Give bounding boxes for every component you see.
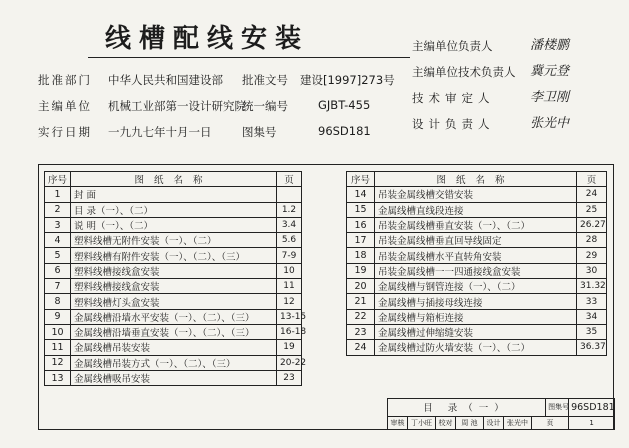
toc-row: [45, 217, 302, 232]
toc-row-page: 20-22: [277, 355, 302, 370]
toc-row: [347, 263, 607, 278]
toc-row-page: 1.2: [277, 202, 302, 217]
toc-row-title: 金属线槽吊装安装: [71, 340, 277, 355]
toc-row-title: 塑料线槽接线盒安装: [71, 263, 277, 278]
toc-row: [347, 279, 607, 294]
check-label: 校对: [436, 416, 456, 429]
toc-row-page: 7-9: [277, 248, 302, 263]
toc-row-page: 30: [577, 263, 607, 278]
toc-row-page: 10: [277, 263, 302, 278]
toc-row-number: 14: [347, 187, 375, 202]
impl-date-label: 实行日期: [38, 125, 92, 139]
atlas-no: 96SD181: [318, 124, 371, 138]
approve-dept: 中华人民共和国建设部: [108, 73, 223, 87]
toc-row-page: 11: [277, 279, 302, 294]
col-no-header: 序号: [45, 172, 71, 187]
toc-row-title: 塑料线槽灯头盒安装: [71, 294, 277, 309]
impl-date: 一九九七年十月一日: [108, 125, 212, 139]
toc-row: [347, 248, 607, 263]
toc-row: [45, 324, 302, 339]
toc-row-page: 26.27: [577, 217, 607, 232]
toc-row: [347, 294, 607, 309]
role-label: 主编单位负责人: [412, 39, 493, 53]
toc-row-page: 28: [577, 233, 607, 248]
toc-row-page: 5.6: [277, 233, 302, 248]
toc-row-number: 13: [45, 370, 71, 385]
toc-header-row: [45, 172, 302, 187]
toc-row-number: 12: [45, 355, 71, 370]
title-underline: [88, 57, 410, 58]
title-block: [387, 398, 615, 430]
toc-row-number: 8: [45, 294, 71, 309]
toc-row-title: 金属线槽沿墙水平安装（一）、（二）、（三）: [71, 309, 277, 324]
toc-row-page: 25: [577, 202, 607, 217]
toc-row: [45, 279, 302, 294]
approve-doc: 建设[1997]273号: [300, 73, 395, 87]
toc-row-title: 说 明（一）、（二）: [71, 217, 277, 232]
toc-header-row: [347, 172, 607, 187]
toc-row-number: 16: [347, 217, 375, 232]
toc-row-number: 11: [45, 340, 71, 355]
toc-row: [45, 355, 302, 370]
toc-row-page: [277, 187, 302, 202]
reviewer-signature: 丁小旺: [408, 416, 436, 429]
toc-row: [347, 340, 607, 355]
approve-doc-label: 批准文号: [242, 73, 288, 87]
toc-row-number: 2: [45, 202, 71, 217]
toc-row-page: 23: [277, 370, 302, 385]
role-label: 主编单位技术负责人: [412, 65, 516, 79]
toc-row-title: 塑料线槽有附件安装（一）、（二）、（三）: [71, 248, 277, 263]
toc-row-title: 金属线槽直线段连接: [375, 202, 577, 217]
page-title: 线槽配线安装: [105, 24, 310, 54]
toc-row: [45, 202, 302, 217]
editor-unit-label: 主编单位: [38, 99, 92, 113]
toc-row: [347, 309, 607, 324]
toc-row-page: 24: [577, 187, 607, 202]
toc-row-number: 1: [45, 187, 71, 202]
toc-row-page: 29: [577, 248, 607, 263]
toc-row-page: 36.37: [577, 340, 607, 355]
unified-no-label: 统一编号: [242, 99, 288, 113]
toc-row-title: 金属线槽与箱柜连接: [375, 309, 577, 324]
page-label: 页: [532, 416, 569, 429]
toc-row-number: 3: [45, 217, 71, 232]
review-label: 审核: [388, 416, 408, 429]
toc-row-number: 15: [347, 202, 375, 217]
toc-row: [45, 263, 302, 278]
toc-row: [347, 324, 607, 339]
editor-unit: 机械工业部第一设计研究院: [108, 99, 246, 113]
signature: 冀元登: [530, 64, 570, 79]
col-name-header: 图纸名称: [375, 172, 577, 187]
toc-row-title: 金属线槽沿墙垂直安装（一）、（二）、（三）: [71, 324, 277, 339]
toc-row-number: 7: [45, 279, 71, 294]
toc-row-number: 10: [45, 324, 71, 339]
toc-row: [45, 340, 302, 355]
toc-row-page: 31.32: [577, 279, 607, 294]
toc-row-title: 吊装金属线槽交错安装: [375, 187, 577, 202]
approve-dept-label: 批准部门: [38, 73, 92, 87]
toc-row: [45, 248, 302, 263]
toc-row: [45, 294, 302, 309]
toc-row-number: 23: [347, 324, 375, 339]
sheet-title: 目 录（一）: [388, 399, 546, 417]
toc-row: [45, 309, 302, 324]
col-name-header: 图纸名称: [71, 172, 277, 187]
toc-row-page: 12: [277, 294, 302, 309]
signature: 李卫刚: [530, 90, 570, 105]
toc-row-title: 吊装金属线槽垂直回导线固定: [375, 233, 577, 248]
atlas-number: 96SD181: [569, 399, 615, 417]
toc-row-title: 金属线槽吸吊安装: [71, 370, 277, 385]
toc-row-page: 19: [277, 340, 302, 355]
toc-table-right: [346, 171, 607, 356]
designer-signature: 张光中: [504, 416, 532, 429]
design-label: 设计: [484, 416, 504, 429]
toc-row-number: 4: [45, 233, 71, 248]
toc-row-number: 24: [347, 340, 375, 355]
atlas-label: 图集号: [546, 399, 569, 417]
toc-row-title: 金属线槽吊装方式（一）、（二）、（三）: [71, 355, 277, 370]
toc-row-title: 金属线槽与钢管连接（一）、（二）: [375, 279, 577, 294]
toc-row-title: 塑料线槽接线盒安装: [71, 279, 277, 294]
toc-row-page: 34: [577, 309, 607, 324]
toc-row-number: 19: [347, 263, 375, 278]
toc-row-title: 吊装金属线槽一一四通接线盒安装: [375, 263, 577, 278]
atlas-no-label: 图集号: [242, 125, 277, 139]
toc-row-title: 金属线槽与插接母线连接: [375, 294, 577, 309]
toc-row-number: 9: [45, 309, 71, 324]
toc-row: [45, 370, 302, 385]
role-label: 技术审定人: [412, 91, 495, 105]
col-page-header: 页: [277, 172, 302, 187]
toc-row-title: 吊装金属线槽水平直转角安装: [375, 248, 577, 263]
toc-row-page: 33: [577, 294, 607, 309]
toc-row-title: 封 面: [71, 187, 277, 202]
toc-row-number: 6: [45, 263, 71, 278]
toc-row-page: 13-15: [277, 309, 302, 324]
toc-row-page: 16-18: [277, 324, 302, 339]
toc-row-title: 塑料线槽无附件安装（一）、（二）: [71, 233, 277, 248]
col-page-header: 页: [577, 172, 607, 187]
toc-row-title: 金属线槽过伸缩缝安装: [375, 324, 577, 339]
toc-row-page: 35: [577, 324, 607, 339]
toc-row: [347, 217, 607, 232]
signature: 张光中: [530, 116, 570, 131]
checker-signature: 周 池: [456, 416, 484, 429]
toc-row-number: 21: [347, 294, 375, 309]
page-number: 1: [569, 416, 615, 429]
toc-row-number: 18: [347, 248, 375, 263]
toc-row: [347, 202, 607, 217]
toc-row: [45, 187, 302, 202]
unified-no: GJBT-455: [318, 98, 371, 112]
toc-row-number: 20: [347, 279, 375, 294]
toc-row-number: 5: [45, 248, 71, 263]
toc-row-number: 22: [347, 309, 375, 324]
toc-row: [347, 233, 607, 248]
signature: 潘楼鹏: [530, 38, 570, 53]
toc-row-page: 3.4: [277, 217, 302, 232]
col-no-header: 序号: [347, 172, 375, 187]
toc-row: [347, 187, 607, 202]
toc-row-title: 目 录（一）、（二）: [71, 202, 277, 217]
toc-row: [45, 233, 302, 248]
toc-row-title: 吊装金属线槽垂直安装（一）、（二）: [375, 217, 577, 232]
toc-row-title: 金属线槽过防火墙安装（一）、（二）: [375, 340, 577, 355]
toc-row-number: 17: [347, 233, 375, 248]
role-label: 设计负责人: [412, 117, 495, 131]
toc-table-left: [44, 171, 307, 386]
